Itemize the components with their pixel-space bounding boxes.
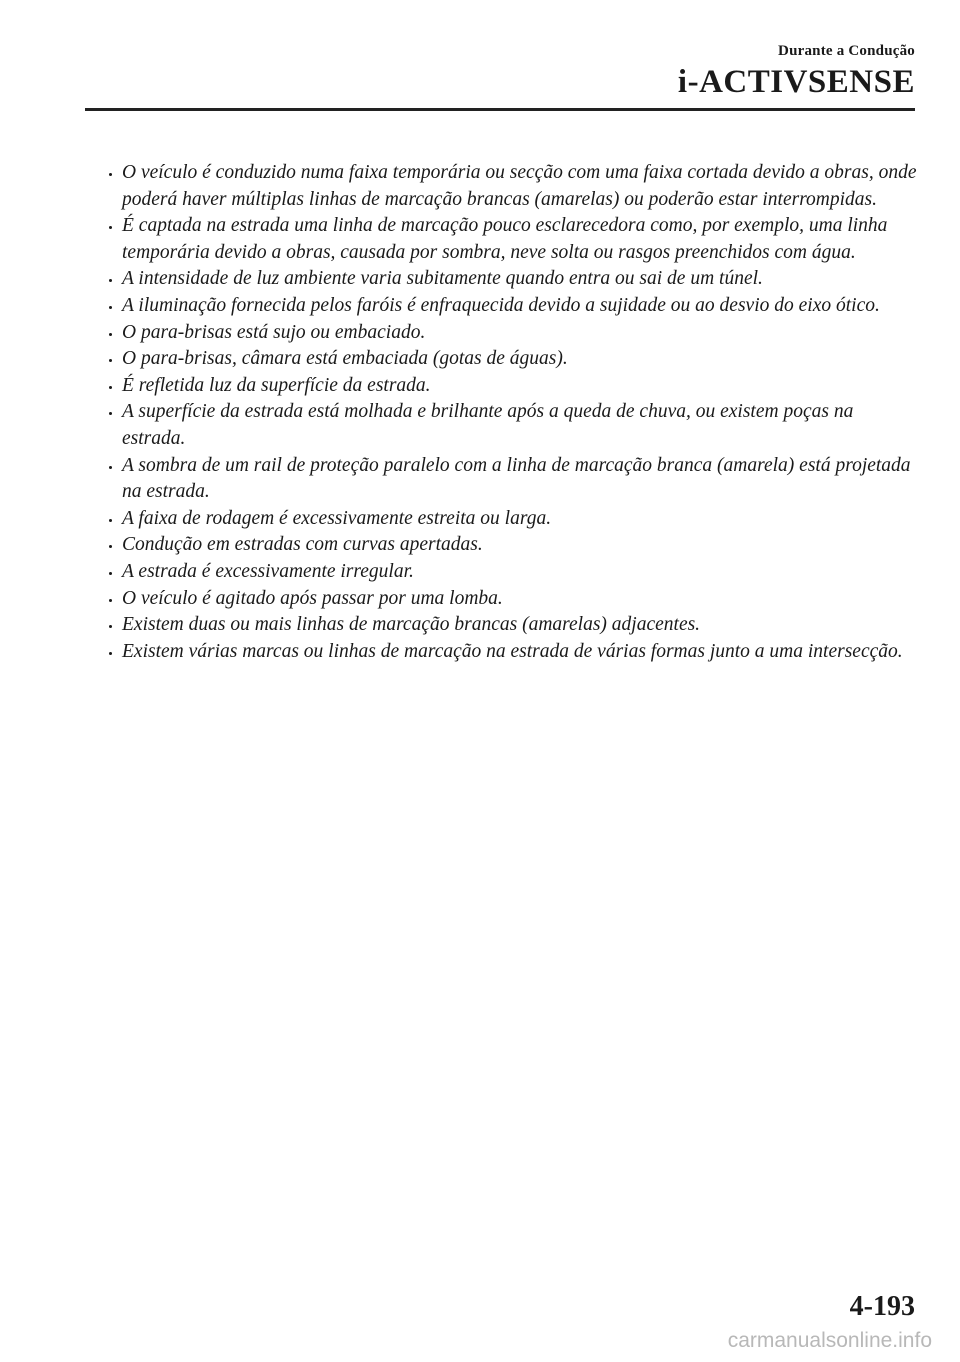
bullet-icon	[109, 412, 112, 415]
section-label: Durante a Condução	[778, 43, 915, 59]
bullet-icon	[109, 545, 112, 548]
bullet-icon	[109, 599, 112, 602]
list-item-text: A intensidade de luz ambiente varia subitamente quando entra ou sai de um túnel.	[122, 268, 763, 290]
list-item-text: O veículo é conduzido numa faixa temporária ou secção com uma faixa cortada devido a obras, onde poderá haver múltiplas linhas de marcação brancas (amarelas) ou poderão estar interrompidas.	[122, 162, 917, 210]
bullet-icon	[109, 519, 112, 522]
list-item-text: A faixa de rodagem é excessivamente estreita ou larga.	[122, 507, 552, 529]
list-item	[98, 532, 918, 559]
bullet-icon	[109, 279, 112, 282]
list-item-text: Existem duas ou mais linhas de marcação brancas (amarelas) adjacentes.	[122, 614, 701, 636]
list-item	[98, 639, 918, 666]
list-item-text: O para-brisas, câmara está embaciada (gotas de águas).	[122, 348, 568, 370]
watermark-text: carmanualsonline.info	[727, 1329, 932, 1352]
list-item-text: É refletida luz da superfície da estrada.	[122, 374, 431, 396]
page-number: 4-193	[849, 1291, 915, 1322]
list-item	[98, 293, 918, 320]
bullet-icon	[109, 226, 112, 229]
list-item	[98, 373, 918, 400]
bullet-icon	[109, 333, 112, 336]
conditions-list	[98, 160, 918, 665]
list-item-text: Existem várias marcas ou linhas de marcação na estrada de várias formas junto a uma intersecção.	[122, 640, 903, 662]
page-header	[678, 42, 915, 102]
list-item-text: A sombra de um rail de proteção paralelo com a linha de marcação branca (amarela) está projetada na estrada.	[122, 454, 911, 503]
list-item	[98, 320, 918, 347]
header-divider	[85, 108, 915, 111]
list-item	[98, 160, 918, 213]
bullet-icon	[109, 572, 112, 575]
list-item	[98, 399, 918, 452]
list-item-text: A superfície da estrada está molhada e brilhante após a queda de chuva, ou existem poças na estrada.	[122, 401, 854, 449]
list-item	[98, 612, 918, 639]
list-item	[98, 506, 918, 533]
list-item	[98, 346, 918, 373]
list-item-text: O veículo é agitado após passar por uma lomba.	[122, 587, 503, 609]
list-item	[98, 213, 918, 266]
chapter-title: i-ACTIVSENSE	[677, 64, 915, 100]
list-item	[98, 453, 918, 506]
list-item	[98, 266, 918, 293]
list-item-text: É captada na estrada uma linha de marcação pouco esclarecedora como, por exemplo, uma linha temporária devido a obras, causada por sombra, neve solta ou rasgos preenchidos com água.	[122, 215, 888, 263]
bullet-icon	[109, 466, 112, 469]
list-item	[98, 559, 918, 586]
bullet-icon	[109, 306, 112, 309]
main-content	[98, 160, 918, 665]
bullet-icon	[109, 386, 112, 389]
bullet-icon	[109, 359, 112, 362]
bullet-icon	[109, 173, 112, 176]
list-item-text: A estrada é excessivamente irregular.	[122, 560, 414, 582]
list-item-text: Condução em estradas com curvas apertadas.	[122, 534, 483, 556]
list-item-text: O para-brisas está sujo ou embaciado.	[122, 321, 426, 343]
bullet-icon	[109, 625, 112, 628]
list-item-text: A iluminação fornecida pelos faróis é enfraquecida devido a sujidade ou ao desvio do eixo ótico.	[122, 294, 880, 316]
list-item	[98, 586, 918, 613]
bullet-icon	[109, 652, 112, 655]
